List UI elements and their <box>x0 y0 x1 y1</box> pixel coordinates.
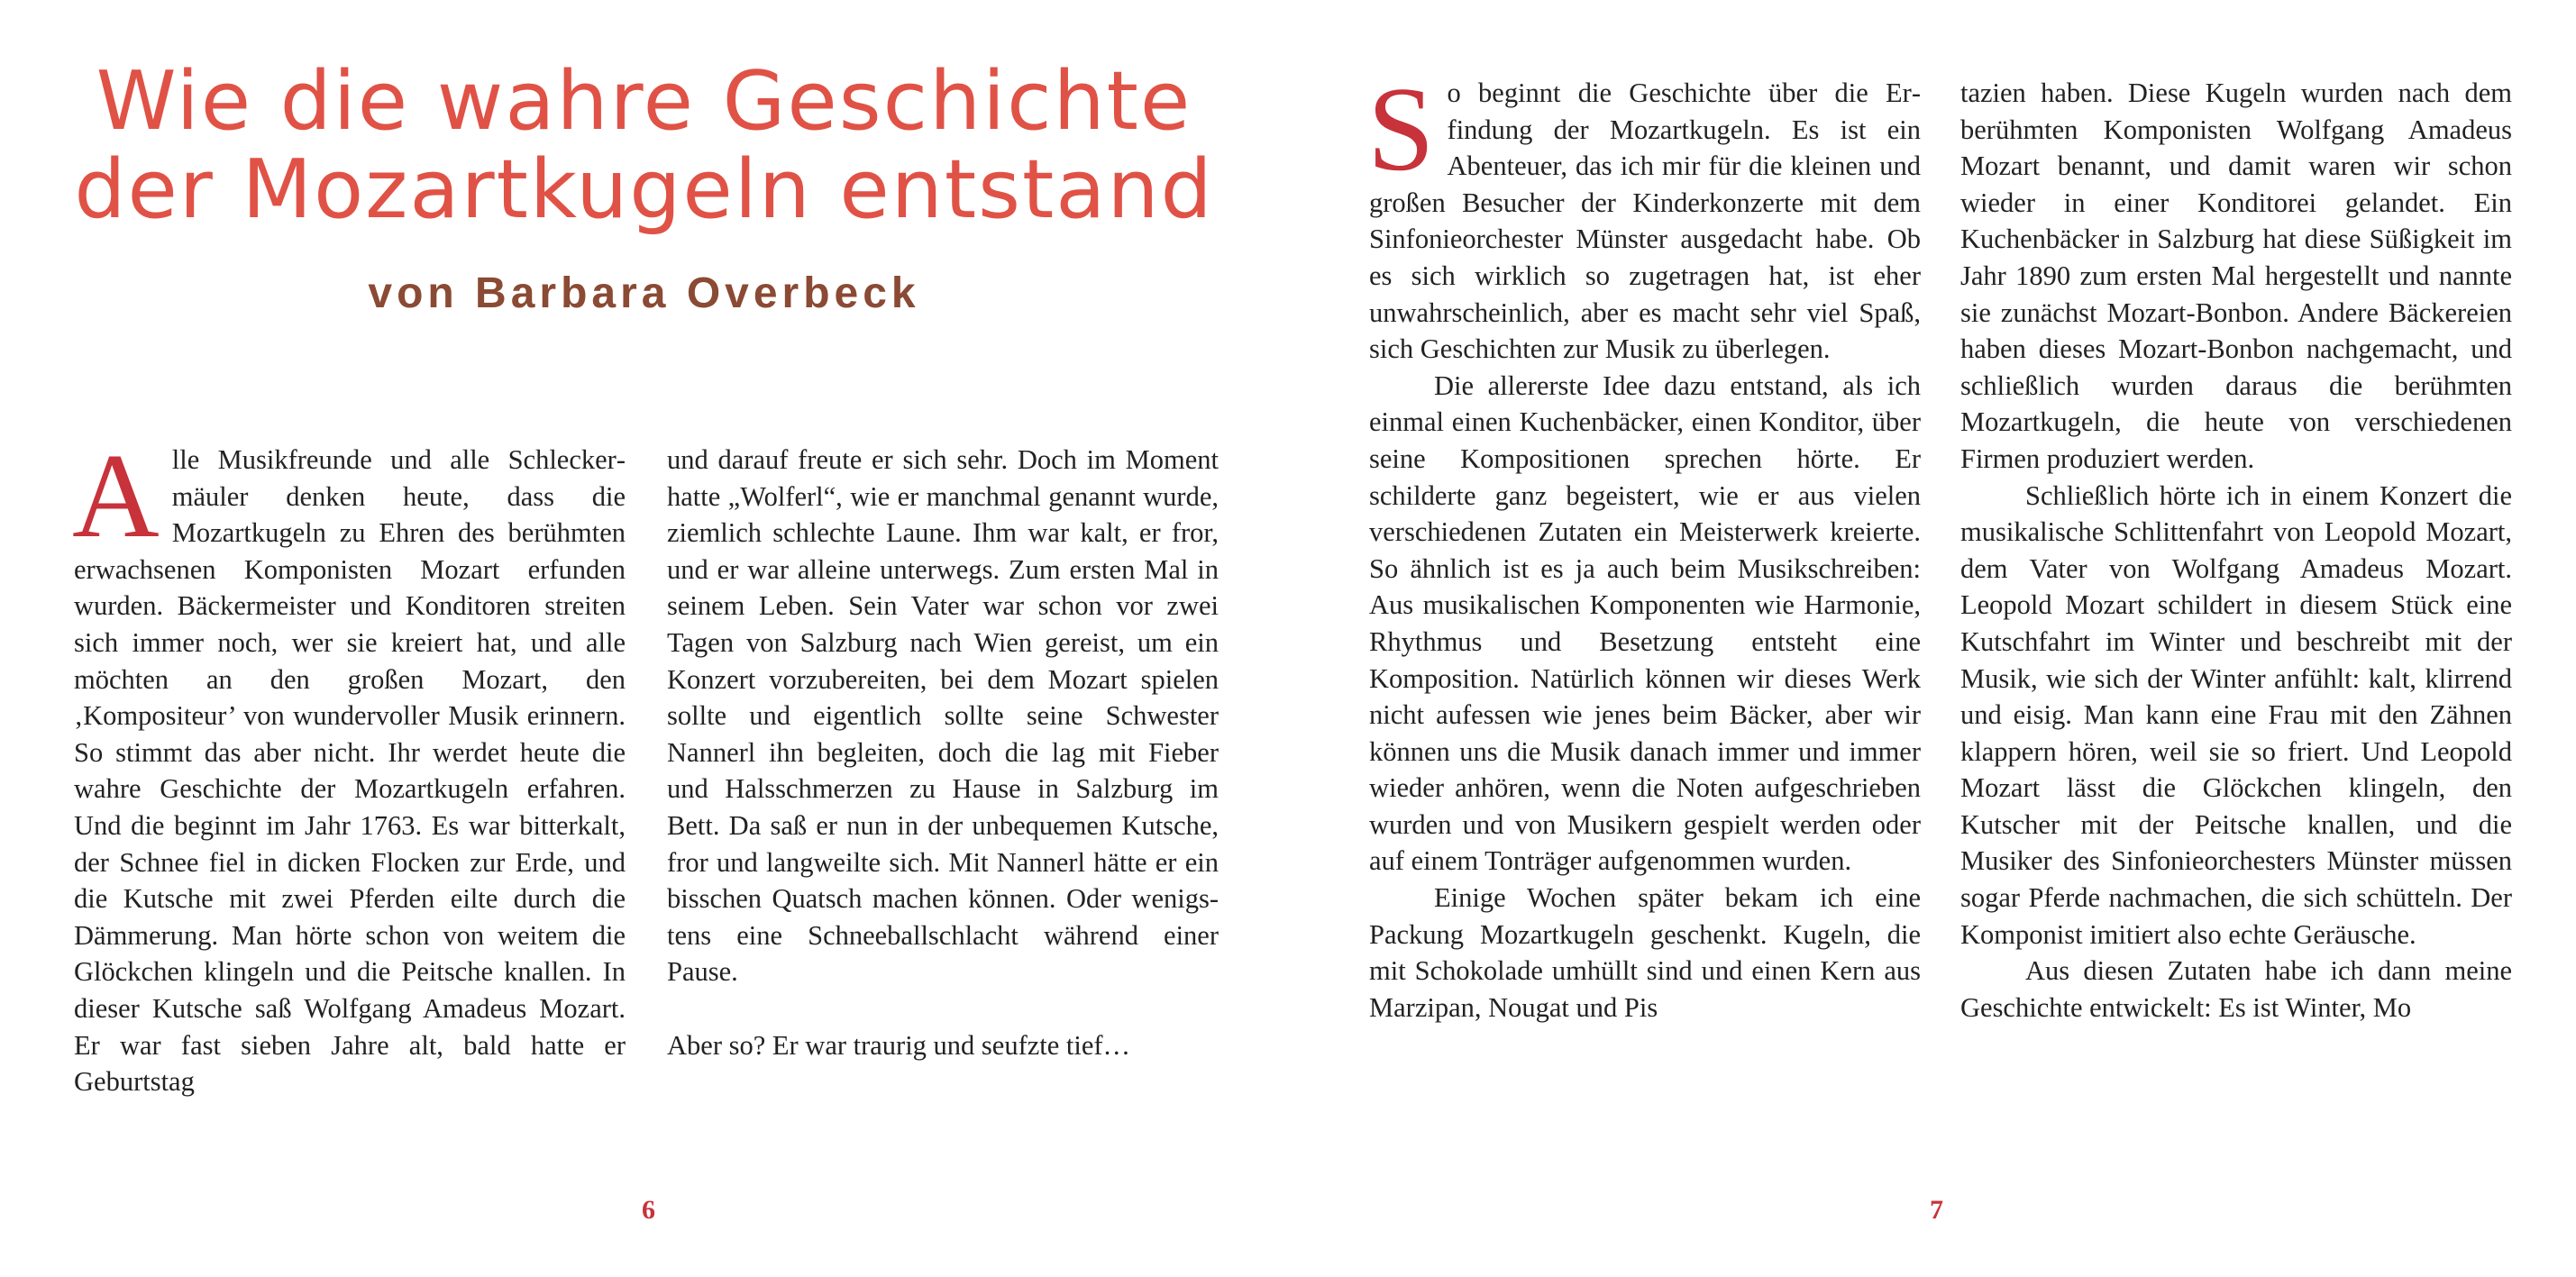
paragraph-gap <box>667 990 1219 1027</box>
article-title-line-2: der Mozartkugeln entstand <box>74 142 1214 237</box>
left-column-1 <box>72 429 626 1100</box>
page-number: 7 <box>1930 1195 1943 1225</box>
article-title-line-1: Wie die wahre Geschichte <box>96 54 1192 149</box>
paragraph: Schließlich hörte ich in einem Konzert die musikalische Schlittenfahrt von Leopold Mozart, dem Vater von Wolfgang Amadeus Mozart. Leopold Mozart schildert in diesem Stück eine Kutschfahrt im Winter und beschreibt mit der Musik, wie sich der Winter anfühlt: kalt, klirrend und eisig. Man kann eine Frau mit den Zähnen klappern hören, weil sie so friert. Und Leopold Mozart lässt die Glöckchen klingeln, den Kutscher mit der Peitsche knallen, und die Musiker des Sinfonieorchesters Münster müssen sogar Pferde nachmachen, die sich schütteln. Der Komponist imitiert also echte Geräusche. <box>1960 479 2512 950</box>
right-column-1 <box>1367 62 1921 1026</box>
paragraph: o beginnt die Geschichte über die Erfindung der Mozartkugeln. Es ist ein Abenteuer, das ich mir für die kleinen und großen Besucher der Kinderkonzerte mit dem Sinfonieorchester Münster ausgedacht habe. Ob es sich wirklich so zugetragen hat, ist eher unwahrscheinlich, aber es macht sehr viel Spaß, sich Geschichten zur Musik zu überlegen. <box>1369 78 1921 365</box>
paragraph: tazien haben. Diese Kugeln wurden nach dem berühmten Komponisten Wolfgang Amadeus Mozart benannt, und damit waren wir schon wieder in einer Konditorei gelandet. Ein Kuchenbäcker in Salzburg hat diese Süßigkeit im Jahr 1890 zum ersten Mal hergestellt und nannte sie zunächst Mozart-Bonbon. Andere Bäckereien haben dieses Mozart-Bonbon nachgemacht, und schließlich wurden daraus die berühmten Mozartkugeln, die heute von verschiedenen Firmen produziert werden. <box>1960 78 2512 474</box>
paragraph: Die allererste Idee dazu entstand, als ich einmal einen Kuchenbäcker, einen Konditor, über seine Kompositionen sprechen hörte. Er schilderte ganz begeistert, wie er aus vielen verschiedenen Zutaten ein Meisterwerk kreierte. So ähnlich ist es ja auch beim Musikschreiben: Aus musikalischen Komponenten wie Harmonie, Rhythmus und Besetzung entsteht eine Komposition. Natürlich können wir dieses Werk nicht aufessen wie jenes beim Bäcker, aber wir können uns die Musik danach immer und immer wieder anhören, wenn die Noten aufgeschrieben wurden und von Musikern gespielt werden oder auf einem Tonträger aufgenommen wurden. <box>1369 369 1921 877</box>
paragraph: Einige Wochen später bekam ich eine Packung Mozartkugeln geschenkt. Kugeln, die mit Schokolade umhüllt sind und einen Kern aus Marzipan, Nougat und Pis <box>1369 882 1921 1023</box>
right-column-2 <box>1960 75 2512 1026</box>
drop-cap: S <box>1367 62 1435 196</box>
paragraph: Aber so? Er war traurig und seufzte tief… <box>667 1029 1131 1061</box>
author-byline: von Barbara Overbeck <box>368 269 920 317</box>
right-page <box>1288 0 2576 1277</box>
paragraph: und darauf freute er sich sehr. Doch im Moment hatte „Wolferl“, wie er manchmal genannt wurde, ziemlich schlechte Laune. Ihm war kalt, er fror, und er war alleine unterwegs. Zum ersten Mal in seinem Leben. Sein Vater war schon vor zwei Tagen von Salzburg nach Wien gereist, um ein Konzert vorzubereiten, bei dem Mozart spielen sollte und eigentlich sollte seine Schwester Nannerl ihn begleiten, doch die lag mit Fieber und Halsschmerzen zu Hause in Salzburg im Bett. Da saß er nun in der unbequemen Kutsche, fror und langweilte sich. Mit Nannerl hätte er ein bisschen Quatsch machen können. Oder wenigstens eine Schneeballschlacht während einer Pause. <box>667 444 1219 988</box>
drop-cap: A <box>72 429 160 562</box>
paragraph: lle Musikfreunde und alle Schleckermäuler denken heute, dass die Mozartkugeln zu Ehren des berühmten erwachsenen Komponisten Mozart erfunden wurden. Bäckermeister und Konditoren streiten sich immer noch, wer sie kreiert hat, und alle möchten an den großen Mozart, den ‚Kompositeur’ von wundervoller Musik erinnern. So stimmt das aber nicht. Ihr werdet heute die wahre Geschichte der Mozartkugeln erfahren. Und die beginnt im Jahr 1763. Es war bitterkalt, der Schnee fiel in dicken Flocken zur Erde, und die Kutsche mit zwei Pferden eilte durch die Dämmerung. Man hörte schon von weitem die Glöckchen klingeln und die Peitsche knallen. In dieser Kutsche saß Wolfgang Amadeus Mozart. Er war fast sieben Jahre alt, bald hatte er Geburtstag <box>74 444 626 1098</box>
left-column-2 <box>667 442 1219 1063</box>
paragraph: Aus diesen Zutaten habe ich dann meine Geschichte entwickelt: Es ist Winter, Mo <box>1960 955 2512 1023</box>
page-number: 6 <box>642 1195 655 1225</box>
